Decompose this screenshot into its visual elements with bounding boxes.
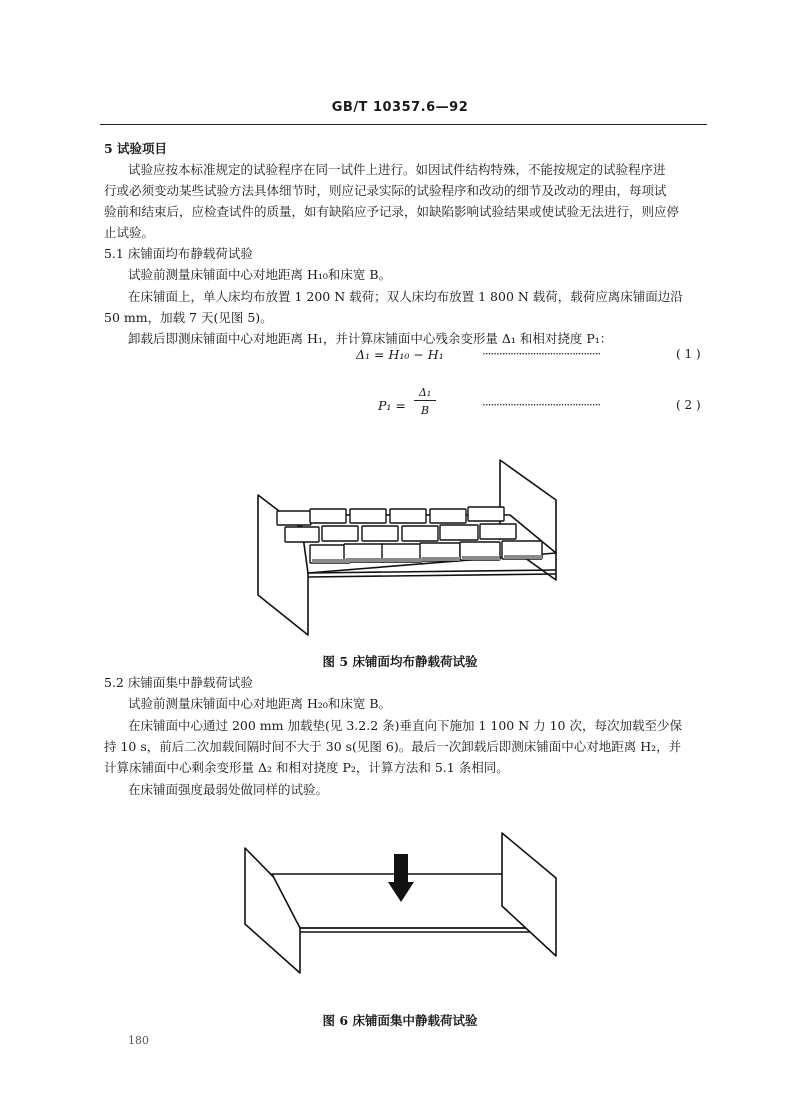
- section-5-para-line-2: 行或必须变动某些试验方法具体细节时，则应记录实际的试验程序和改动的细节及改动的理由，每项试: [104, 183, 667, 198]
- formula-2-lhs: P₁ =: [378, 398, 406, 413]
- load-blocks: [277, 507, 542, 563]
- section-5-para-line-3: 验前和结束后，应检查试件的质量，如有缺陷应予记录，如缺陷影响试验结果或使试验无法进行，则应停: [104, 204, 680, 219]
- section-5-para-line-1: 试验应按本标准规定的试验程序在同一试件上进行。如因试件结构特殊，不能按规定的试验程序进: [128, 162, 666, 177]
- section-5-heading: 5 试验项目: [104, 141, 168, 156]
- figure-5-caption: 图 5 床铺面均布静载荷试验: [322, 654, 478, 669]
- figure-6-bed-concentrated-load: [240, 828, 570, 988]
- figure-6-caption: 图 6 床铺面集中静载荷试验: [322, 1013, 478, 1028]
- page-number: 180: [128, 1034, 149, 1047]
- section-5-2-line-2b: 持 10 s，前后二次加载间隔时间不大于 30 s(见图 6)。最后一次卸载后即测床铺面中心对地距离 H₂，并: [104, 739, 682, 754]
- section-5-2-line-1: 试验前测量床铺面中心对地距离 H₂₀和床宽 B。: [128, 696, 392, 711]
- formula-2-number: ( 2 ): [676, 398, 701, 412]
- section-5-1-line-3: 卸载后即测床铺面中心对地距离 H₁，并计算床铺面中心残余变形量 Δ₁ 和相对挠度 P₁：: [128, 331, 613, 346]
- section-5-2-line-3: 在床铺面强度最弱处做同样的试验。: [128, 782, 329, 797]
- section-5-1-line-2b: 50 mm，加载 7 天(见图 5)。: [104, 310, 273, 325]
- formula-1-number: ( 1 ): [676, 347, 701, 361]
- formula-2-leader: ··········································: [482, 398, 601, 412]
- section-5-1-heading: 5.1 床铺面均布静载荷试验: [104, 246, 253, 261]
- formula-1-leader: ··········································: [482, 347, 601, 361]
- formula-1: Δ₁ = H₁₀ − H₁: [356, 347, 444, 362]
- section-5-para-line-4: 止试验。: [104, 225, 155, 240]
- section-5-2-heading: 5.2 床铺面集中静载荷试验: [104, 675, 253, 690]
- header-rule: [100, 124, 707, 125]
- formula-2-denominator: B: [420, 404, 430, 417]
- section-5-1-line-2a: 在床铺面上，单人床均布放置 1 200 N 载荷；双人床均布放置 1 800 N 载荷，载荷应离床铺面边沿: [128, 289, 683, 304]
- figure-5-bed-distributed-load: [240, 455, 570, 645]
- standard-code-header: GB/T 10357.6—92: [331, 100, 469, 115]
- section-5-2-line-2a: 在床铺面中心通过 200 mm 加载垫(见 3.2.2 条)垂直向下施加 1 100 N 力 10 次，每次加载至少保: [128, 718, 682, 733]
- section-5-1-line-1: 试验前测量床铺面中心对地距离 H₁₀和床宽 B。: [128, 267, 392, 282]
- section-5-2-line-2c: 计算床铺面中心剩余变形量 Δ₂ 和相对挠度 P₂，计算方法和 5.1 条相同。: [104, 760, 509, 775]
- formula-2-numerator: Δ₁: [414, 386, 436, 401]
